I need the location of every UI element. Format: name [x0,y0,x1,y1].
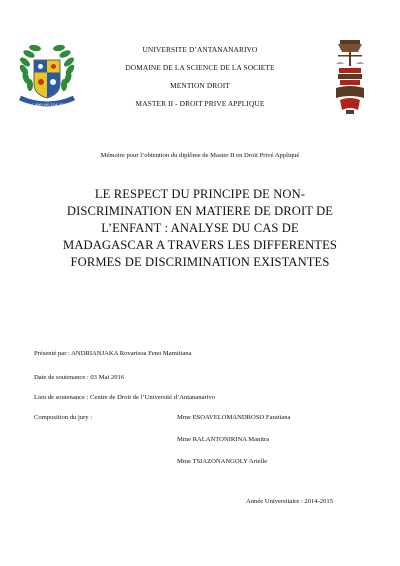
jury-label: Composition du jury : [34,414,93,421]
presented-by: Présenté par : ANDRIANJAKA Rovarisoa Feno Mamitiana [34,350,192,357]
master-name: MASTER II - DROIT PRIVE APPLIQUE [135,99,265,108]
institution-header [0,44,400,116]
jury-member: Mme RALANTONIRINA Manitra [177,436,270,443]
jury-member: Mme ESOAVELOMANDROSO Faratiana [177,414,291,421]
defense-date: Date de soutenance : 03 Mai 2016 [34,374,125,381]
title-line: MADAGASCAR A TRAVERS LES DIFFERENTES [63,238,337,252]
crest-motto-text: IZAY ELA VAKY NO TOA AN'ASAVY [18,103,76,107]
title-line: DISCRIMINATION EN MATIERE DE DROIT DE [66,204,334,218]
memoire-subtitle: Mémoire pour l’obtention du diplôme de Master II en Droit Privé Appliqué [100,152,300,159]
domain-name: DOMAINE DE LA SCIENCE DE LA SOCIETE [125,63,275,72]
title-line: LE RESPECT DU PRINCIPE DE NON- [94,187,306,201]
thesis-title [40,186,360,271]
defense-place: Lieu de soutenance : Centre de Droit de l’Université d’Antananarivo [34,394,216,401]
academic-year: Année Universitaire : 2014-2015 [246,498,333,505]
mention-name: MENTION DROIT [170,81,230,90]
university-name: UNIVERSITE D’ANTANANARIVO [142,45,258,54]
title-line: L’ENFANT : ANALYSE DU CAS DE [101,221,299,235]
jury-member: Mme TSIAZONANGOLY Arielle [177,458,268,465]
title-line: FORMES DE DISCRIMINATION EXISTANTES [70,255,330,269]
